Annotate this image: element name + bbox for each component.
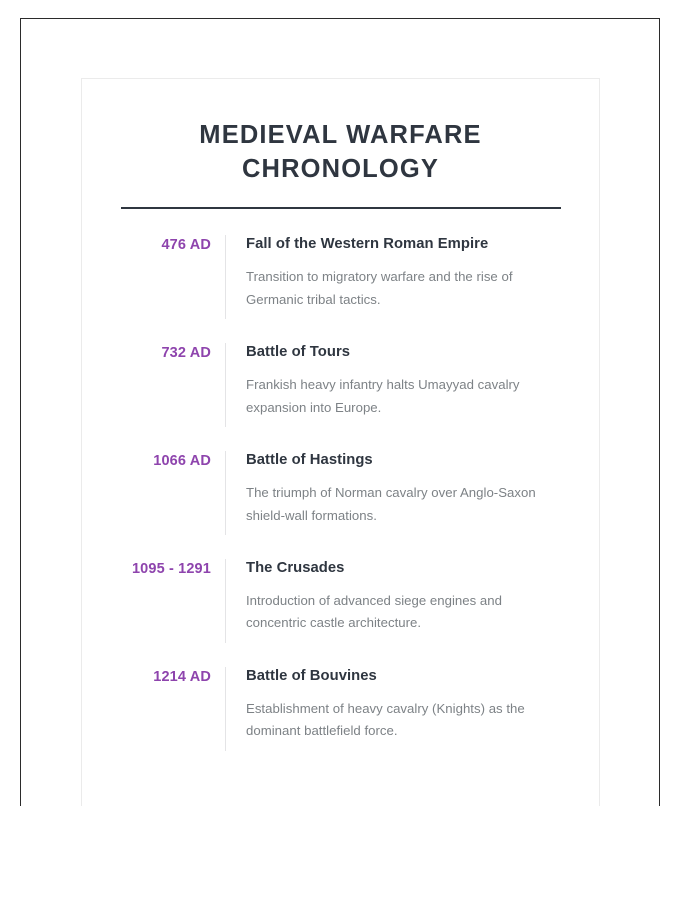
timeline-entry-content <box>225 451 563 535</box>
timeline-entry-description: Frankish heavy infantry halts Umayyad cavalry expansion into Europe. <box>246 376 520 415</box>
timeline-list <box>118 235 563 775</box>
timeline-entry[interactable] <box>118 235 563 343</box>
timeline-entry-content <box>225 235 563 319</box>
title-block <box>118 119 563 209</box>
timeline-entry-content <box>225 667 563 751</box>
timeline-entry-description: Transition to migratory warfare and the rise of Germanic tribal tactics. <box>246 268 513 307</box>
page-title-line-2: CHRONOLOGY <box>241 154 440 183</box>
timeline-entry-content <box>225 343 563 427</box>
timeline-entry-date: 732 AD <box>161 345 211 362</box>
timeline-entry[interactable] <box>118 667 563 775</box>
page-bottom-clip-mask <box>0 806 700 900</box>
timeline-entry-title: Battle of Tours <box>246 344 351 361</box>
timeline-entry-title: Battle of Bouvines <box>246 668 377 685</box>
page-title <box>120 119 561 187</box>
timeline-entry-title: The Crusades <box>246 560 345 577</box>
title-underline-rule <box>121 207 561 210</box>
timeline-entry[interactable] <box>118 343 563 451</box>
timeline-entry-description: Introduction of advanced siege engines and concentric castle architecture. <box>246 592 502 631</box>
timeline-entry[interactable] <box>118 559 563 667</box>
timeline-entry-content <box>225 559 563 643</box>
timeline-entry-title: Fall of the Western Roman Empire <box>246 236 489 253</box>
timeline-entry-date: 1095 - 1291 <box>131 561 211 578</box>
timeline-entry[interactable] <box>118 451 563 559</box>
timeline-entry-title: Battle of Hastings <box>246 452 373 469</box>
timeline-entry-date: 1214 AD <box>153 669 211 686</box>
chronology-card <box>81 78 600 900</box>
timeline-entry-description: The triumph of Norman cavalry over Anglo-Saxon shield-wall formations. <box>246 484 536 523</box>
timeline-entry-date: 1066 AD <box>153 453 211 470</box>
timeline-entry-date: 476 AD <box>161 237 211 254</box>
timeline-entry-description: Establishment of heavy cavalry (Knights) as the dominant battlefield force. <box>246 700 525 739</box>
page-title-line-1: MEDIEVAL WARFARE <box>199 121 482 149</box>
